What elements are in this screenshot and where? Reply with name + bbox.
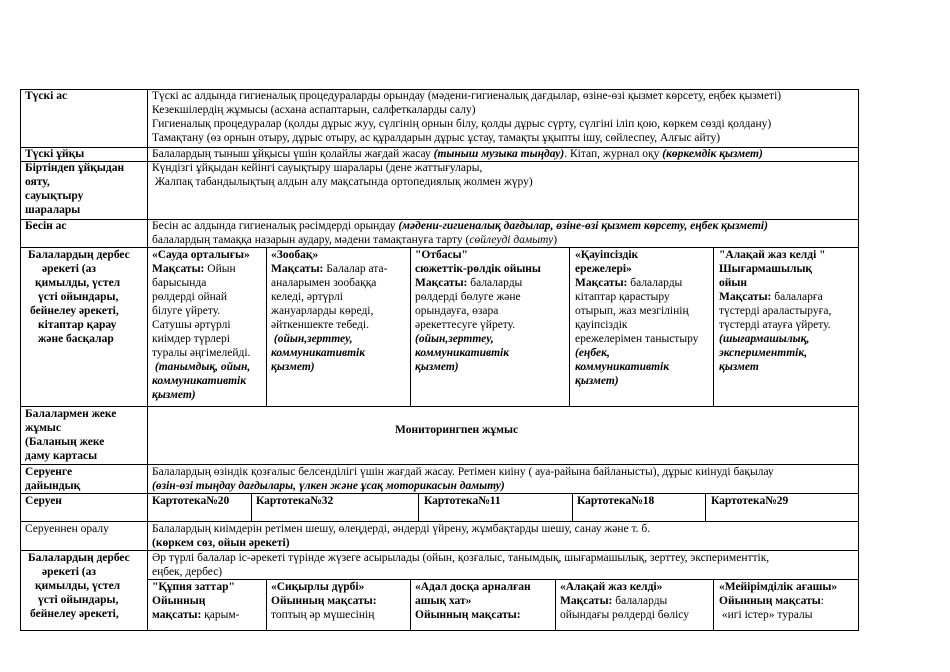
prep-tags: (өзін-өзі тыңдау дағдылары, үлкен және ұсақ моторикасын дамыту)	[152, 480, 505, 492]
goal-label: мақсаты:	[152, 609, 202, 621]
wake-label-line: Біртіндеп ұйқыдан	[25, 162, 125, 174]
goal-label: Мақсаты:	[271, 263, 324, 275]
sleep-tag: (көркемдік қызмет)	[662, 148, 763, 160]
goal-label: Ойынның мақсаты	[719, 595, 821, 607]
sleep-text: . Кітап, журнал оқу	[564, 148, 663, 160]
individual-label-line: (Баланың жеке	[25, 436, 105, 448]
walk-label: Серуен	[25, 495, 62, 507]
game-title: Шығармашылық	[719, 263, 813, 275]
lunch-line: Кезекшілердің жұмысы (асхана аспаптарын, салфеткаларды салу)	[152, 104, 476, 116]
wake-label-line: шаралары	[25, 204, 81, 216]
sleep-text: Балалардың тыныш ұйқысы үшін қолайлы жағдай жасау	[152, 148, 434, 160]
individual-label-line: даму картасы	[25, 450, 98, 462]
snack-tag: сөйлеуді дамыту	[469, 234, 554, 246]
return-label: Серуеннен оралу	[25, 523, 109, 535]
wake-label-line: ояту,	[25, 176, 50, 188]
game-title: «Сауда орталығы»	[152, 249, 250, 261]
activity-tags: қызмет)	[152, 389, 196, 401]
game-title: «Қауіпсіздік	[575, 249, 639, 261]
goal-text: түстерді атауға үйрету.	[719, 319, 831, 331]
individual-label-line: Балалармен жеке	[25, 408, 117, 420]
independent2-label-line: қимылды, үстел	[35, 580, 121, 592]
activity-tags: коммуникативтік	[271, 347, 366, 359]
walk-card: Картотека№20	[152, 495, 230, 507]
goal-text: «игі істер» туралы	[719, 609, 813, 621]
wake-line: Жалпақ табандылықтың алдын алу мақсатында ортопедиялық жолмен жүру)	[152, 176, 533, 188]
activity-tags: (танымдық, ойын,	[152, 361, 251, 373]
goal-text: орындауға, өзара	[415, 305, 499, 317]
activity-tags: (еңбек,	[575, 347, 610, 359]
game-title: «Адал досқа арналған	[415, 581, 531, 593]
lunch-line: Тамақтану (өз орнын отыру, дұрыс отыру, ас құралдарын дұрыс ұстау, тамақты ұқыпты ішу, сөйлеспеу, Алғыс айту)	[152, 132, 721, 144]
independent-label-line: және басқалар	[38, 333, 114, 345]
independent-label-line: қимылды, үстел	[35, 277, 121, 289]
goal-label: Ойынның	[152, 595, 206, 607]
activity-tags: эксперименттік,	[719, 347, 808, 359]
game-title: ережелері»	[575, 263, 632, 275]
game-title: "Құпия заттар"	[152, 581, 235, 593]
game-title: «Сиқырлы дүрбі»	[271, 581, 365, 593]
individual-content: Мониторингпен жұмыс	[395, 424, 519, 436]
prep-label-line: Серуенге	[25, 466, 73, 478]
activity-tags: (ойын,зерттеу,	[271, 333, 353, 345]
prep-text: Балалардың өзіндік қозғалыс белсенділігі үшін жағдай жасау. Ретімен киіну ( ауа-райына байланысты), дұрыс киінуді бақылау	[152, 466, 774, 478]
return-text: Балалардың киімдерін ретімен шешу, өлеңдерді, әндерді үйрену, жұмбақтарды шешу, санау және т. б.	[152, 523, 651, 535]
snack-tag: (мәдени-гигиеналық дағдылар, өзіне-өзі қызмет көрсету, еңбек қызметі)	[398, 220, 768, 232]
goal-label: Мақсаты:	[415, 277, 468, 289]
independent2-label-line: бейнелеу әрекеті,	[30, 608, 119, 620]
goal-text: аналарымен зообаққа	[271, 277, 377, 289]
activity-tags: қызмет)	[271, 361, 315, 373]
goal-label: Мақсаты:	[575, 277, 628, 289]
walk-card: Картотека№11	[424, 495, 501, 507]
lunch-line: Гигиеналық процедуралар (қолды дұрыс жуу, сүлгінің орнын білу, қолды дұрыс сүрту, сүлгіні іліп қою, көркем сөзді қолдану)	[152, 118, 772, 130]
goal-text: Сатушы әртүрлі	[152, 319, 231, 331]
goal-label: Мақсаты:	[560, 595, 613, 607]
independent-label-line: үсті ойындары,	[38, 291, 119, 303]
goal-label: Ойынның мақсаты:	[271, 595, 377, 607]
sleep-tag: (тыныш музыка тыңдау)	[433, 148, 565, 160]
snack-text: балалардың тамаққа назарын аудару, мәдени тамақтануға тарту (	[152, 234, 470, 246]
goal-text: балаларды	[627, 277, 683, 289]
game-title: "Алақай жаз келді "	[719, 249, 826, 261]
goal-text: :	[820, 595, 824, 607]
goal-text: ойындағы рөлдерді бөлісу	[560, 609, 690, 621]
prep-label-line: дайындық	[25, 480, 81, 492]
game-title: сюжеттік-рөлдік ойыны	[415, 263, 541, 275]
lunch-line: Түскі ас алдында гигиеналық процедураларды орындау (мәдени-гигиеналық дағдылар, өзіне-өзі қызмет көрсету, еңбек қызметі)	[152, 90, 782, 102]
goal-text: балаларды	[612, 595, 668, 607]
goal-text: балаларға	[771, 291, 823, 303]
goal-text: топтың әр мүшесінің	[271, 609, 375, 621]
snack-line	[152, 234, 557, 248]
snack-label: Бесін ас	[25, 220, 67, 232]
independent-label-line: Балалардың дербес	[28, 249, 130, 261]
activity-tags: қызмет)	[575, 375, 619, 387]
independent-label-line: бейнелеу әрекеті,	[30, 305, 119, 317]
goal-text: Ойын	[204, 263, 236, 275]
goal-label: Ойынның мақсаты:	[415, 609, 521, 621]
goal-text: киімдер түрлері	[152, 333, 230, 345]
activity-tags: (шығармашылық,	[719, 333, 810, 345]
game-title: «Мейірімділік ағашы»	[719, 581, 838, 593]
goal-text: әйткеншекте тебеді.	[271, 319, 369, 331]
independent-label-line: әрекеті (аз	[42, 263, 96, 275]
goal-text: түстерді араластыруға,	[719, 305, 832, 317]
goal-text: туралы әңгімелейді.	[152, 347, 251, 359]
independent-label-line: кітаптар қарау	[38, 319, 117, 331]
individual-label-line: жұмыс	[25, 422, 62, 434]
activity-tags: коммуникативтік	[415, 347, 510, 359]
activity-tags: коммуникативтік	[152, 375, 247, 387]
goal-label: Мақсаты:	[152, 263, 205, 275]
game-title: "Отбасы"	[415, 249, 468, 261]
return-tags: (көркем сөз, ойын әрекеті)	[152, 537, 290, 549]
independent2-label-line: үсті ойындары,	[38, 594, 119, 606]
goal-label: Мақсаты:	[719, 291, 772, 303]
snack-text: )	[553, 234, 558, 246]
activity-tags: қызмет)	[415, 361, 459, 373]
snack-text: Бесін ас алдында гигиеналық рәсімдерді орындау	[152, 220, 399, 232]
goal-text: қарым-	[201, 609, 240, 621]
lunch-label: Түскі ас	[25, 90, 68, 102]
independent2-label-line: әрекеті (аз	[42, 566, 96, 578]
walk-card: Картотека№18	[577, 495, 655, 507]
game-title: ашық хат»	[415, 595, 472, 607]
walk-card: Картотека№29	[711, 495, 789, 507]
sleep-content	[152, 148, 763, 162]
game-title: «Зообақ»	[271, 249, 319, 261]
activity-tags: (ойын,зерттеу,	[415, 333, 494, 345]
goal-text: әрекеттесуге үйрету.	[415, 319, 516, 331]
activity-tags: коммуникативтік	[575, 361, 670, 373]
walk-card: Картотека№32	[256, 495, 334, 507]
wake-label-line: сауықтыру	[25, 190, 84, 202]
goal-text: барысында	[152, 277, 207, 289]
goal-text: рөлдерді бөлуге және	[415, 291, 521, 303]
goal-text: білуге үйрету.	[152, 305, 221, 317]
goal-text: кітаптар қарастыру	[575, 291, 670, 303]
goal-text: Балалар ата-	[323, 263, 388, 275]
independent2-text: Әр түрлі балалар іс-әрекеті түрінде жүзеге асырылады (ойын, қозғалыс, танымдық, шығармашылық, зерттеу, эксперименттік,	[152, 552, 770, 564]
independent2-text: еңбек, дербес)	[152, 566, 223, 578]
goal-text: ережелерімен таныстыру	[575, 333, 699, 345]
sleep-label: Түскі ұйқы	[25, 148, 85, 160]
game-title: ойын	[719, 277, 747, 289]
goal-text: жануарларды көреді,	[271, 305, 374, 317]
goal-text: рөлдерді ойнай	[152, 291, 228, 303]
wake-line: Күндізгі ұйқыдан кейінгі сауықтыру шаралары (дене жаттығулары,	[152, 162, 483, 174]
game-title: «Алақай жаз келді»	[560, 581, 663, 593]
independent2-label-line: Балалардың дербес	[28, 552, 130, 564]
goal-text: балаларды	[467, 277, 523, 289]
goal-text: келеді, әртүрлі	[271, 291, 343, 303]
snack-line	[152, 220, 768, 234]
activity-tags: қызмет	[719, 361, 759, 373]
goal-text: отырып, жаз мезгілінің	[575, 305, 689, 317]
goal-text: қауіпсіздік	[575, 319, 628, 331]
